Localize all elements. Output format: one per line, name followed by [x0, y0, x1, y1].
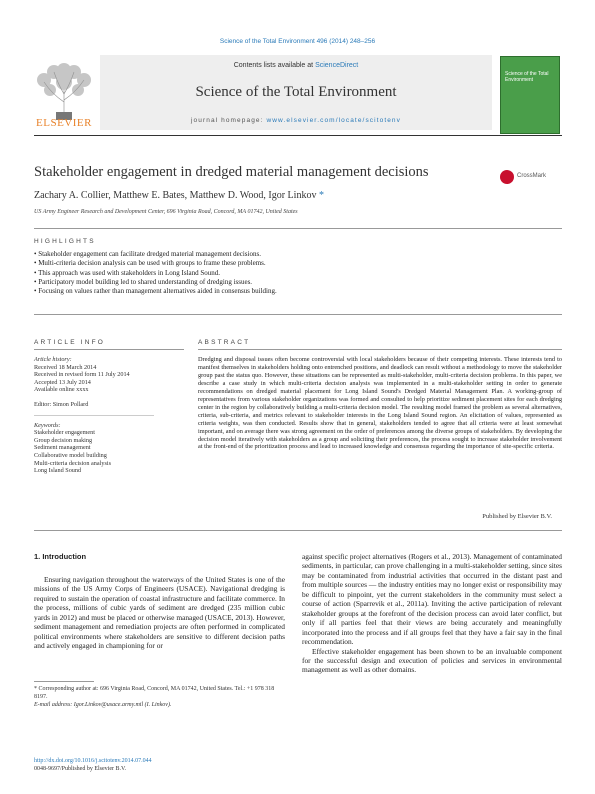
affiliation: US Army Engineer Research and Development Center, 696 Virginia Road, Concord, MA 01742, United States — [34, 209, 298, 215]
sciencedirect-link[interactable]: ScienceDirect — [315, 62, 359, 69]
corresponding-author-mark[interactable]: * — [318, 190, 324, 201]
article-info-heading: ARTICLE INFO — [34, 339, 106, 346]
keyword: Collaborative model building — [34, 451, 107, 459]
keyword: Stakeholder engagement — [34, 429, 95, 437]
published-by: Published by Elsevier B.V. — [482, 513, 552, 520]
crossmark-label: CrossMark — [517, 173, 547, 179]
contents-prefix: Contents lists available at — [233, 62, 316, 69]
history-item: Available online xxxx — [34, 386, 89, 394]
section-heading-introduction: 1. Introduction — [34, 552, 87, 561]
footnotes — [34, 685, 285, 709]
history-item: Received 18 March 2014 — [34, 363, 97, 371]
keyword: Sediment management — [34, 444, 91, 452]
cover-title: Science of the Total Environment — [505, 71, 549, 83]
body-column-left — [34, 575, 285, 651]
abstract-heading: ABSTRACT — [198, 339, 251, 346]
history-item: Accepted 13 July 2014 — [34, 378, 91, 386]
body-paragraph: against specific project alternatives (Rogers et al., 2013). Management of contaminated sediments, in particular, can prove challenging in a multi-stakeholder setting, since sites may be contaminated from industrial activities that occurred in the distant past and from multiple sources — the industry entities may no longer exist or responsibility may be difficult to pinpoint, yet the current stakeholders in the community must select a course of action (Sparrevik et al., 2011a). Inviting the active participation of relevant stakeholder groups at the forefront of the decision process can avoid later conflict, but only if all parties feel that their views are being accurately and meaningfully incorporated into the process and if all groups feel that they have a fair say in the final recommendation. — [302, 552, 562, 647]
doi-block — [34, 757, 152, 773]
copyright-line: 0048-9697/Published by Elsevier B.V. — [34, 766, 127, 772]
abstract-text: Dredging and disposal issues often become controversial with local stakeholders because of their competing interests. These interests tend to manifest themselves in stakeholders holding onto entrenched positions, and deadlock can result without a methodology to move the stakeholder group past the status quo. However, these situations can be represented as multi-stakeholder, multi-criteria decision problems. In this paper, we describe a case study in which multi-criteria decision analysis was implemented in a multi-stakeholder setting in order to generate recommendations on dredged material placement for Long Island Sound's Dredged Material Management Plan. A working-group of representatives from various stakeholder organizations was formed and consulted to help prioritize sediment placement sites for each dredging center in the region by collaboratively building a multi-criteria decision model. The resulting model framed the problem as several alternatives, criteria, sub-criteria, and metrics relevant to stakeholder interests in the Long Island Sound region. An elicitation of values, represented as criteria weights, was then conducted. Results show that in general, stakeholders tended to agree that all criteria were at least somewhat important, and on average there was strong agreement on the order of preferences among the diverse groups of stakeholders. By developing the decision model iteratively with stakeholders as a group and soliciting their preferences, the process sought to increase stakeholder involvement at the front-end of the prioritization process and lead to increased knowledge and consensus regarding the importance of site-specific criteria. — [198, 356, 562, 451]
author-list — [34, 190, 324, 201]
highlight-item: • Focusing on values rather than management alternatives aided in consensus building. — [34, 287, 562, 296]
highlights-list — [34, 250, 562, 296]
contents-line — [100, 62, 492, 69]
homepage-prefix: journal homepage: — [190, 117, 267, 124]
highlight-item: • Participatory model building led to shared understanding of dredging issues. — [34, 278, 562, 287]
highlight-item: • Stakeholder engagement can facilitate dredged material management decisions. — [34, 250, 562, 259]
highlight-item: • This approach was used with stakeholders in Long Island Sound. — [34, 269, 562, 278]
highlight-item: • Multi-criteria decision analysis can be used with groups to frame these problems. — [34, 259, 562, 268]
homepage-link[interactable]: www.elsevier.com/locate/scitotenv — [266, 117, 401, 124]
history-item: Received in revised form 11 July 2014 — [34, 371, 130, 379]
keyword: Long Island Sound — [34, 467, 82, 475]
highlights-heading: HIGHLIGHTS — [34, 238, 96, 245]
body-paragraph: Effective stakeholder engagement has been shown to be an invaluable component for the successful design and execution of policies and services in environmental management as well as other domains. — [302, 646, 562, 675]
article-title: Stakeholder engagement in dredged material management decisions — [34, 164, 429, 180]
body-column-right — [302, 552, 562, 675]
info-rule — [34, 349, 184, 350]
crossmark-icon — [500, 170, 514, 184]
corresponding-author-note: * Corresponding author at: 696 Virginia Road, Concord, MA 01742, United States. Tel.: +1 978 318 8197. — [34, 686, 275, 700]
journal-title: Science of the Total Environment — [195, 84, 397, 100]
keywords-label: Keywords: — [34, 421, 61, 429]
header-rule — [34, 135, 562, 136]
journal-homepage — [100, 117, 492, 124]
email-note[interactable]: E-mail address: Igor.Linkov@usace.army.mil (I. Linkov). — [34, 702, 172, 708]
doi-link[interactable]: http://dx.doi.org/10.1016/j.scitotenv.2014.07.044 — [34, 758, 152, 764]
article-info — [34, 356, 184, 475]
journal-reference[interactable]: Science of the Total Environment 496 (2014) 248–256 — [219, 38, 376, 45]
keyword: Multi-criteria decision analysis — [34, 459, 111, 467]
divider-body — [34, 530, 562, 531]
footnote-rule — [34, 681, 94, 682]
crossmark-badge[interactable] — [500, 168, 564, 188]
elsevier-wordmark: ELSEVIER — [36, 117, 92, 129]
divider-highlights — [34, 228, 562, 229]
keyword: Group decision making — [34, 436, 93, 444]
article-history-label: Article history: — [34, 356, 72, 363]
editor-line: Editor: Simon Pollard — [34, 400, 89, 408]
abstract-rule — [198, 349, 562, 350]
body-paragraph: Ensuring navigation throughout the waterways of the United States is one of the missions of the US Army Corps of Engineers (USACE). Navigational dredging is required to sustain the operation of coastal infrastructure and facilitate commerce. In the process, millions of cubic yards of sediment are dredged (235 million cubic yards in 2012) and must be placed or otherwise managed (USACE, 2013). However, sediment management and remediation projects are often performed in complicated political environments where stakeholders are sensitive to different decision paths and actively engaged in championing for or — [34, 575, 285, 651]
divider-article-info — [34, 314, 562, 315]
journal-cover-thumbnail[interactable] — [500, 56, 560, 134]
authors-names: Zachary A. Collier, Matthew E. Bates, Matthew D. Wood, Igor Linkov — [34, 190, 317, 201]
